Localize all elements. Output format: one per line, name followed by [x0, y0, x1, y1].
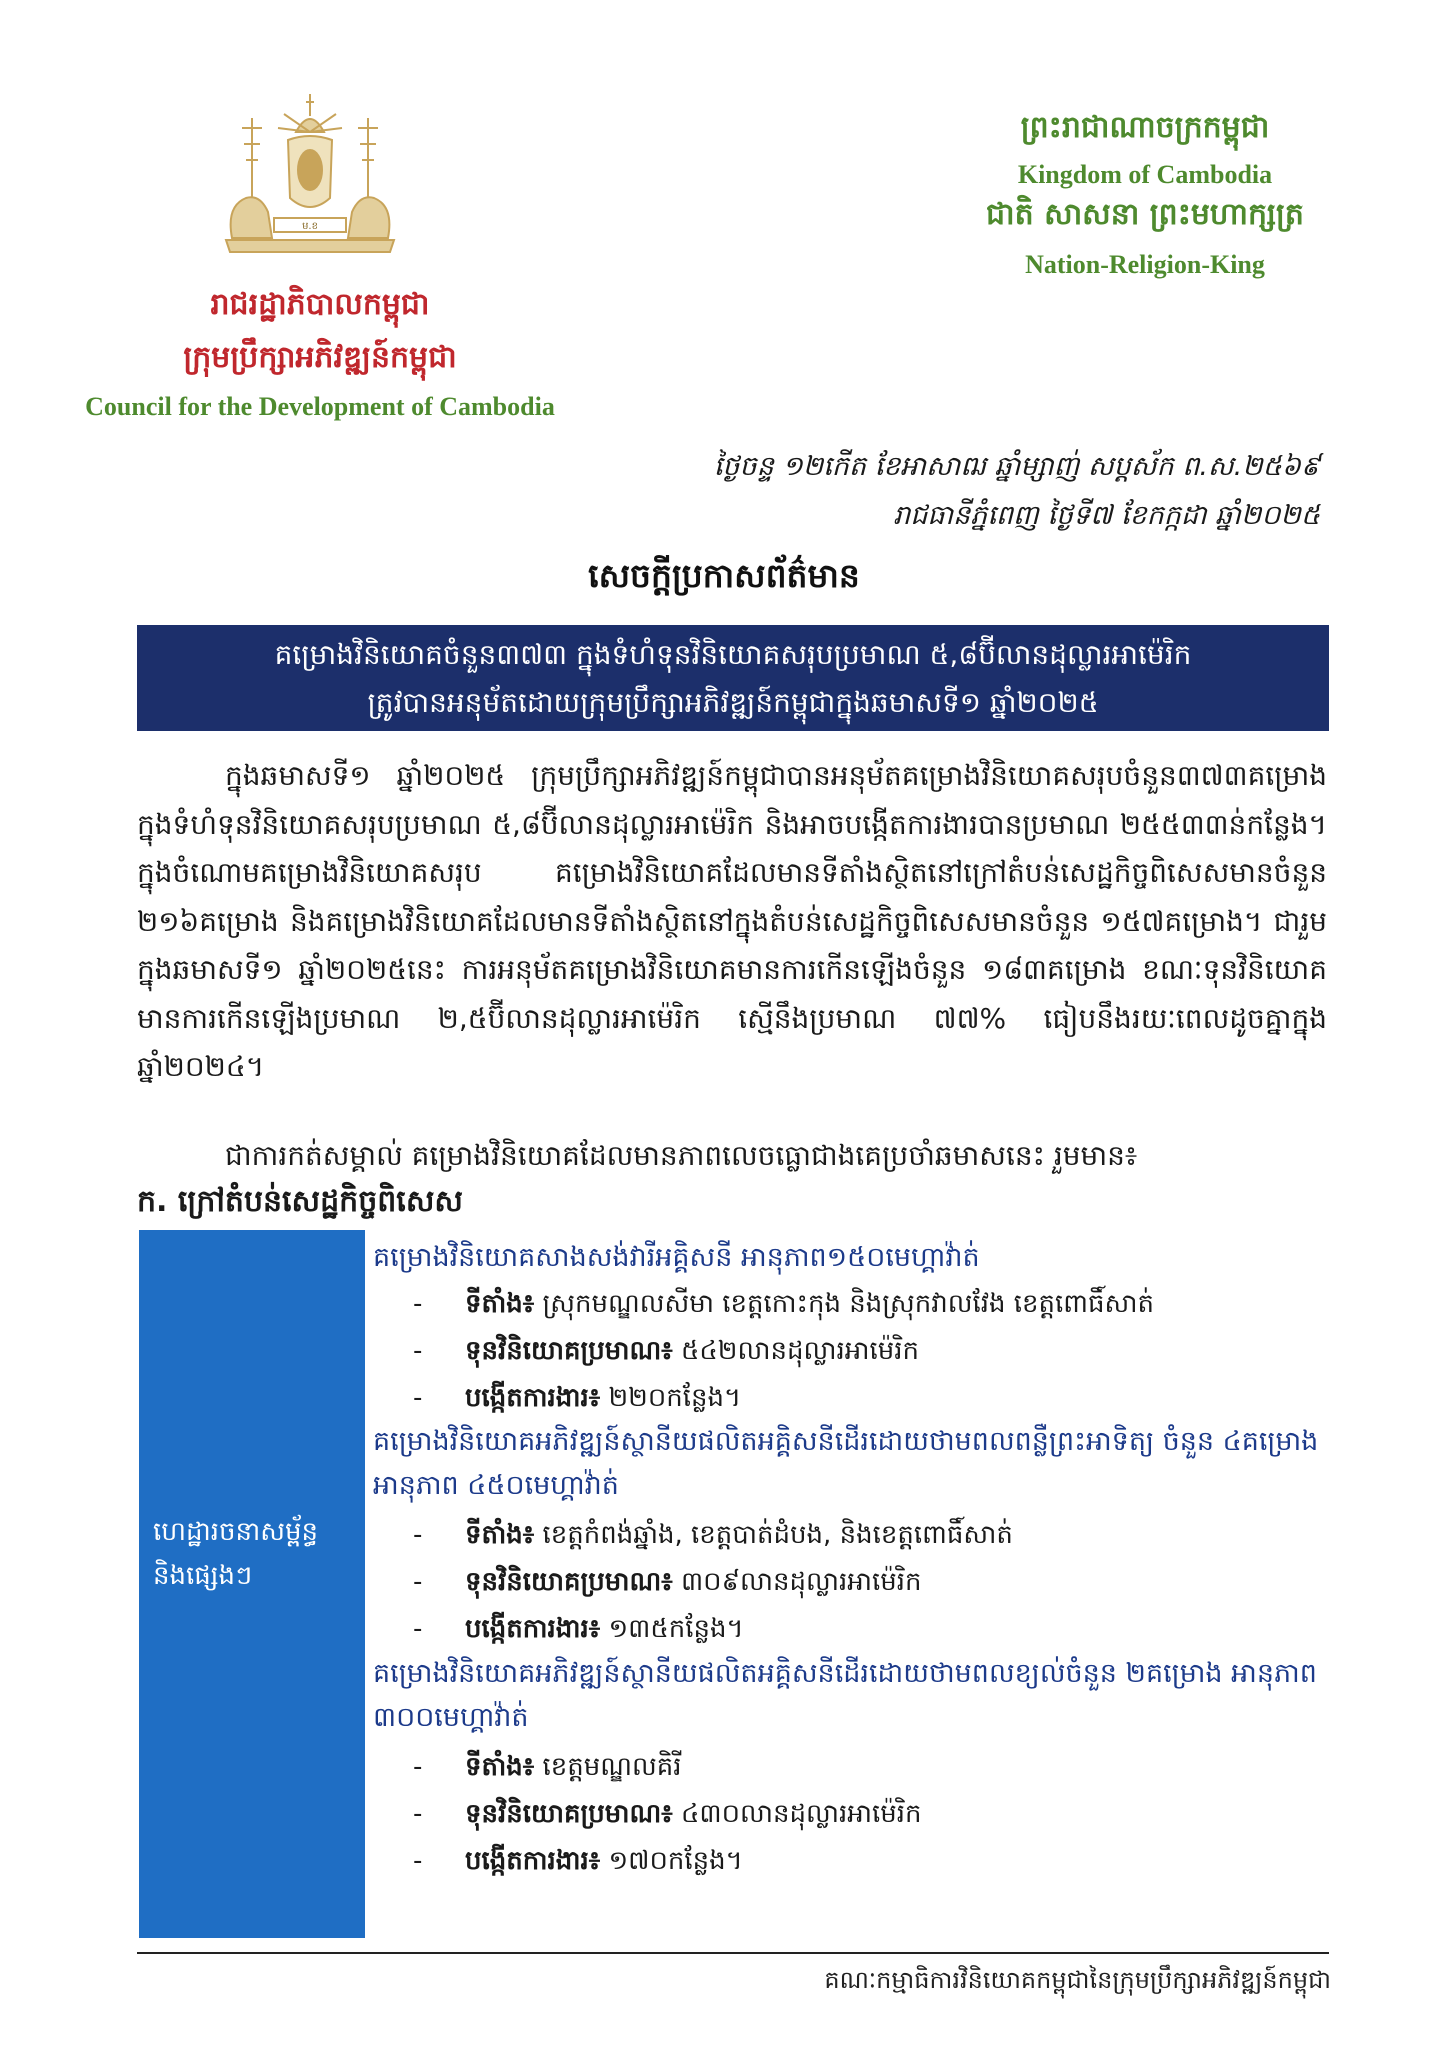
capital-value: ៤៣០លានដុល្លារអាម៉េរិក — [680, 1799, 922, 1829]
project-2-jobs: - បង្កើតការងារ៖ ១៣៥កន្លែង។ — [413, 1614, 744, 1644]
project-3-title-line-2: ៣០០មេហ្គាវ៉ាត់ — [373, 1702, 529, 1733]
project-2-title — [373, 1420, 1329, 1508]
document-title: សេចក្តីប្រកាសព័ត៌មាន — [588, 556, 860, 595]
headline-line-1: គម្រោងវិនិយោគចំនួន៣៧៣ ក្នុងទំហំទុនវិនិយោគសរុបប្រមាណ ៥,៨ប៊ីលានដុល្លារអាម៉េរិក — [274, 638, 1192, 671]
project-1-jobs: - បង្កើតការងារ៖ ២២០កន្លែង។ — [413, 1383, 742, 1413]
capital-label: ទុនវិនិយោគប្រមាណ៖ — [465, 1567, 673, 1597]
project-3-location: - ទីតាំង៖ ខេត្តមណ្ឌលគិរី — [413, 1752, 682, 1782]
jobs-value: ១៣៥កន្លែង។ — [608, 1614, 744, 1644]
capital-value: ៥៤២លានដុល្លារអាម៉េរិក — [680, 1336, 920, 1366]
headline-line-2: ត្រូវបានអនុម័តដោយក្រុមប្រឹក្សាអភិវឌ្ឍន៍កម្ពុជាក្នុងឆមាសទី១ ឆ្នាំ២០២៥ — [367, 686, 1099, 719]
location-value: ស្រុកមណ្ឌលសីមា ខេត្តកោះកុង និងស្រុកវាលវែង ខេត្តពោធិ៍សាត់ — [542, 1289, 1155, 1319]
location-label: ទីតាំង៖ — [465, 1752, 535, 1782]
category-label-line-2: និងផ្សេងៗ — [153, 1561, 253, 1591]
footer-divider — [137, 1952, 1329, 1954]
project-2-location: - ទីតាំង៖ ខេត្តកំពង់ឆ្នាំង, ខេត្តបាត់ដំបង, និងខេត្តពោធិ៍សាត់ — [413, 1520, 1013, 1550]
project-3-capital: - ទុនវិនិយោគប្រមាណ៖ ៤៣០លានដុល្លារអាម៉េរិក — [413, 1799, 922, 1829]
jobs-value: ១៧០កន្លែង។ — [608, 1846, 743, 1876]
capital-label: ទុនវិនិយោគប្រមាណ៖ — [465, 1336, 673, 1366]
project-1-location: - ទីតាំង៖ ស្រុកមណ្ឌលសីមា ខេត្តកោះកុង និងស្រុកវាលវែង ខេត្តពោធិ៍សាត់ — [413, 1289, 1155, 1319]
body-paragraph — [137, 752, 1327, 1092]
project-2-title-line-2: អានុភាព ៤៥០មេហ្គាវ៉ាត់ — [373, 1470, 619, 1501]
capital-value: ៣០៩លានដុល្លារអាម៉េរិក — [680, 1567, 922, 1597]
date-solar: រាជធានីភ្នំពេញ ថ្ងៃទី៧ ខែកក្កដា ឆ្នាំ២០២៥ — [893, 500, 1320, 531]
council-name-english: Council for the Development of Cambodia — [85, 392, 555, 421]
location-value: ខេត្តមណ្ឌលគិរី — [542, 1752, 682, 1782]
motto-khmer: ជាតិ សាសនា ព្រះមហាក្សត្រ — [986, 197, 1304, 232]
location-label: ទីតាំង៖ — [465, 1289, 535, 1319]
project-2-capital: - ទុនវិនិយោគប្រមាណ៖ ៣០៩លានដុល្លារអាម៉េរិក — [413, 1567, 922, 1597]
motto-english: Nation-Religion-King — [1025, 250, 1265, 279]
date-lunar: ថ្ងៃចន្ទ ១២កើត ខែអាសាឍ ឆ្នាំម្សាញ់ សប្តស័ក ព.ស.២៥៦៩ — [713, 451, 1320, 482]
body-paragraph-text: ក្នុងឆមាសទី១ ឆ្នាំ២០២៥ ក្រុមប្រឹក្សាអភិវឌ្ឍន៍កម្ពុជាបានអនុម័តគម្រោងវិនិយោគសរុបចំនួន៣៧៣គម្រោង ក្នុងទំហំទុនវិនិយោគសរុបប្រមាណ ៥,៨ប៊ីលានដុល្លារអាម៉េរិក និងអាចបង្កើតការងារបានប្រមាណ ២៥៥៣៣ន់កន្លែង។ ក្នុងចំណោមគម្រោងវិនិយោគសរុប គម្រោងវិនិយោគដែលមានទីតាំងស្ថិតនៅក្រៅតំបន់សេដ្ឋកិច្ចពិសេសមានចំនួន ២១៦គម្រោង និងគម្រោងវិនិយោគដែលមានទីតាំងស្ថិតនៅក្នុងតំបន់សេដ្ឋកិច្ចពិសេសមានចំនួន ១៥៧គម្រោង។ ជារួម ក្នុងឆមាសទី១ ឆ្នាំ២០២៥នេះ ការអនុម័តគម្រោងវិនិយោគមានការកើនឡើងចំនួន ១៨៣គម្រោង ខណៈទុនវិនិយោគមានការកើនឡើងប្រមាណ ២,៥ប៊ីលានដុល្លារអាម៉េរិក ស្មើនឹងប្រមាណ ៧៧% ធៀបនឹងរយៈពេលដូចគ្នាក្នុងឆ្នាំ២០២៤។ — [137, 759, 1327, 1083]
council-name-khmer: ក្រុមប្រឹក្សាអភិវឌ្ឍន៍កម្ពុជា — [183, 340, 457, 375]
headline-banner — [137, 625, 1329, 731]
project-3-title-line-1: គម្រោងវិនិយោគអភិវឌ្ឍន៍ស្ថានីយផលិតអគ្គិសនីដើរដោយថាមពលខ្យល់ចំនួន ២គម្រោង អានុភាព — [373, 1658, 1317, 1689]
project-3-jobs: - បង្កើតការងារ៖ ១៧០កន្លែង។ — [413, 1846, 743, 1876]
kingdom-name-khmer: ព្រះរាជាណាចក្រកម្ពុជា — [1020, 110, 1270, 145]
jobs-label: បង្កើតការងារ៖ — [465, 1846, 601, 1876]
jobs-label: បង្កើតការងារ៖ — [465, 1614, 601, 1644]
royal-emblem-of-cambodia-icon — [212, 88, 408, 264]
capital-label: ទុនវិនិយោគប្រមាណ៖ — [465, 1799, 673, 1829]
jobs-value: ២២០កន្លែង។ — [608, 1383, 742, 1413]
project-3-title — [373, 1652, 1329, 1740]
project-2-title-line-1: គម្រោងវិនិយោគអភិវឌ្ឍន៍ស្ថានីយផលិតអគ្គិសនីដើរដោយថាមពលពន្លឺព្រះអាទិត្យ ចំនួន ៤គម្រោង — [373, 1426, 1319, 1457]
note-line: ជាការកត់សម្គាល់ គម្រោងវិនិយោគដែលមានភាពលេចធ្លោជាងគេប្រចាំឆមាសនេះ រួមមាន៖ — [225, 1139, 1138, 1172]
footer-text: គណៈកម្មាធិការវិនិយោគកម្ពុជានៃក្រុមប្រឹក្សាអភិវឌ្ឍន៍កម្ពុជា — [824, 1966, 1331, 1994]
category-label-line-1: ហេដ្ឋារចនាសម្ព័ន្ធ — [153, 1517, 319, 1547]
project-1-title: គម្រោងវិនិយោគសាងសង់វារីអគ្គិសនី អានុភាព១៥០មេហ្គាវ៉ាត់ — [373, 1242, 980, 1273]
section-heading-a: ក. ក្រៅតំបន់សេដ្ឋកិច្ចពិសេស — [137, 1184, 463, 1219]
jobs-label: បង្កើតការងារ៖ — [465, 1383, 601, 1413]
government-name-khmer: រាជរដ្ឋាភិបាលកម្ពុជា — [210, 287, 430, 322]
location-value: ខេត្តកំពង់ឆ្នាំង, ខេត្តបាត់ដំបង, និងខេត្តពោធិ៍សាត់ — [542, 1520, 1013, 1550]
svg-text:ម.ខ: ម.ខ — [302, 221, 318, 232]
project-1-capital: - ទុនវិនិយោគប្រមាណ៖ ៥៤២លានដុល្លារអាម៉េរិក — [413, 1336, 920, 1366]
category-cell — [139, 1230, 365, 1938]
location-label: ទីតាំង៖ — [465, 1520, 535, 1550]
category-label — [153, 1510, 318, 1598]
kingdom-name-english: Kingdom of Cambodia — [1017, 160, 1273, 189]
